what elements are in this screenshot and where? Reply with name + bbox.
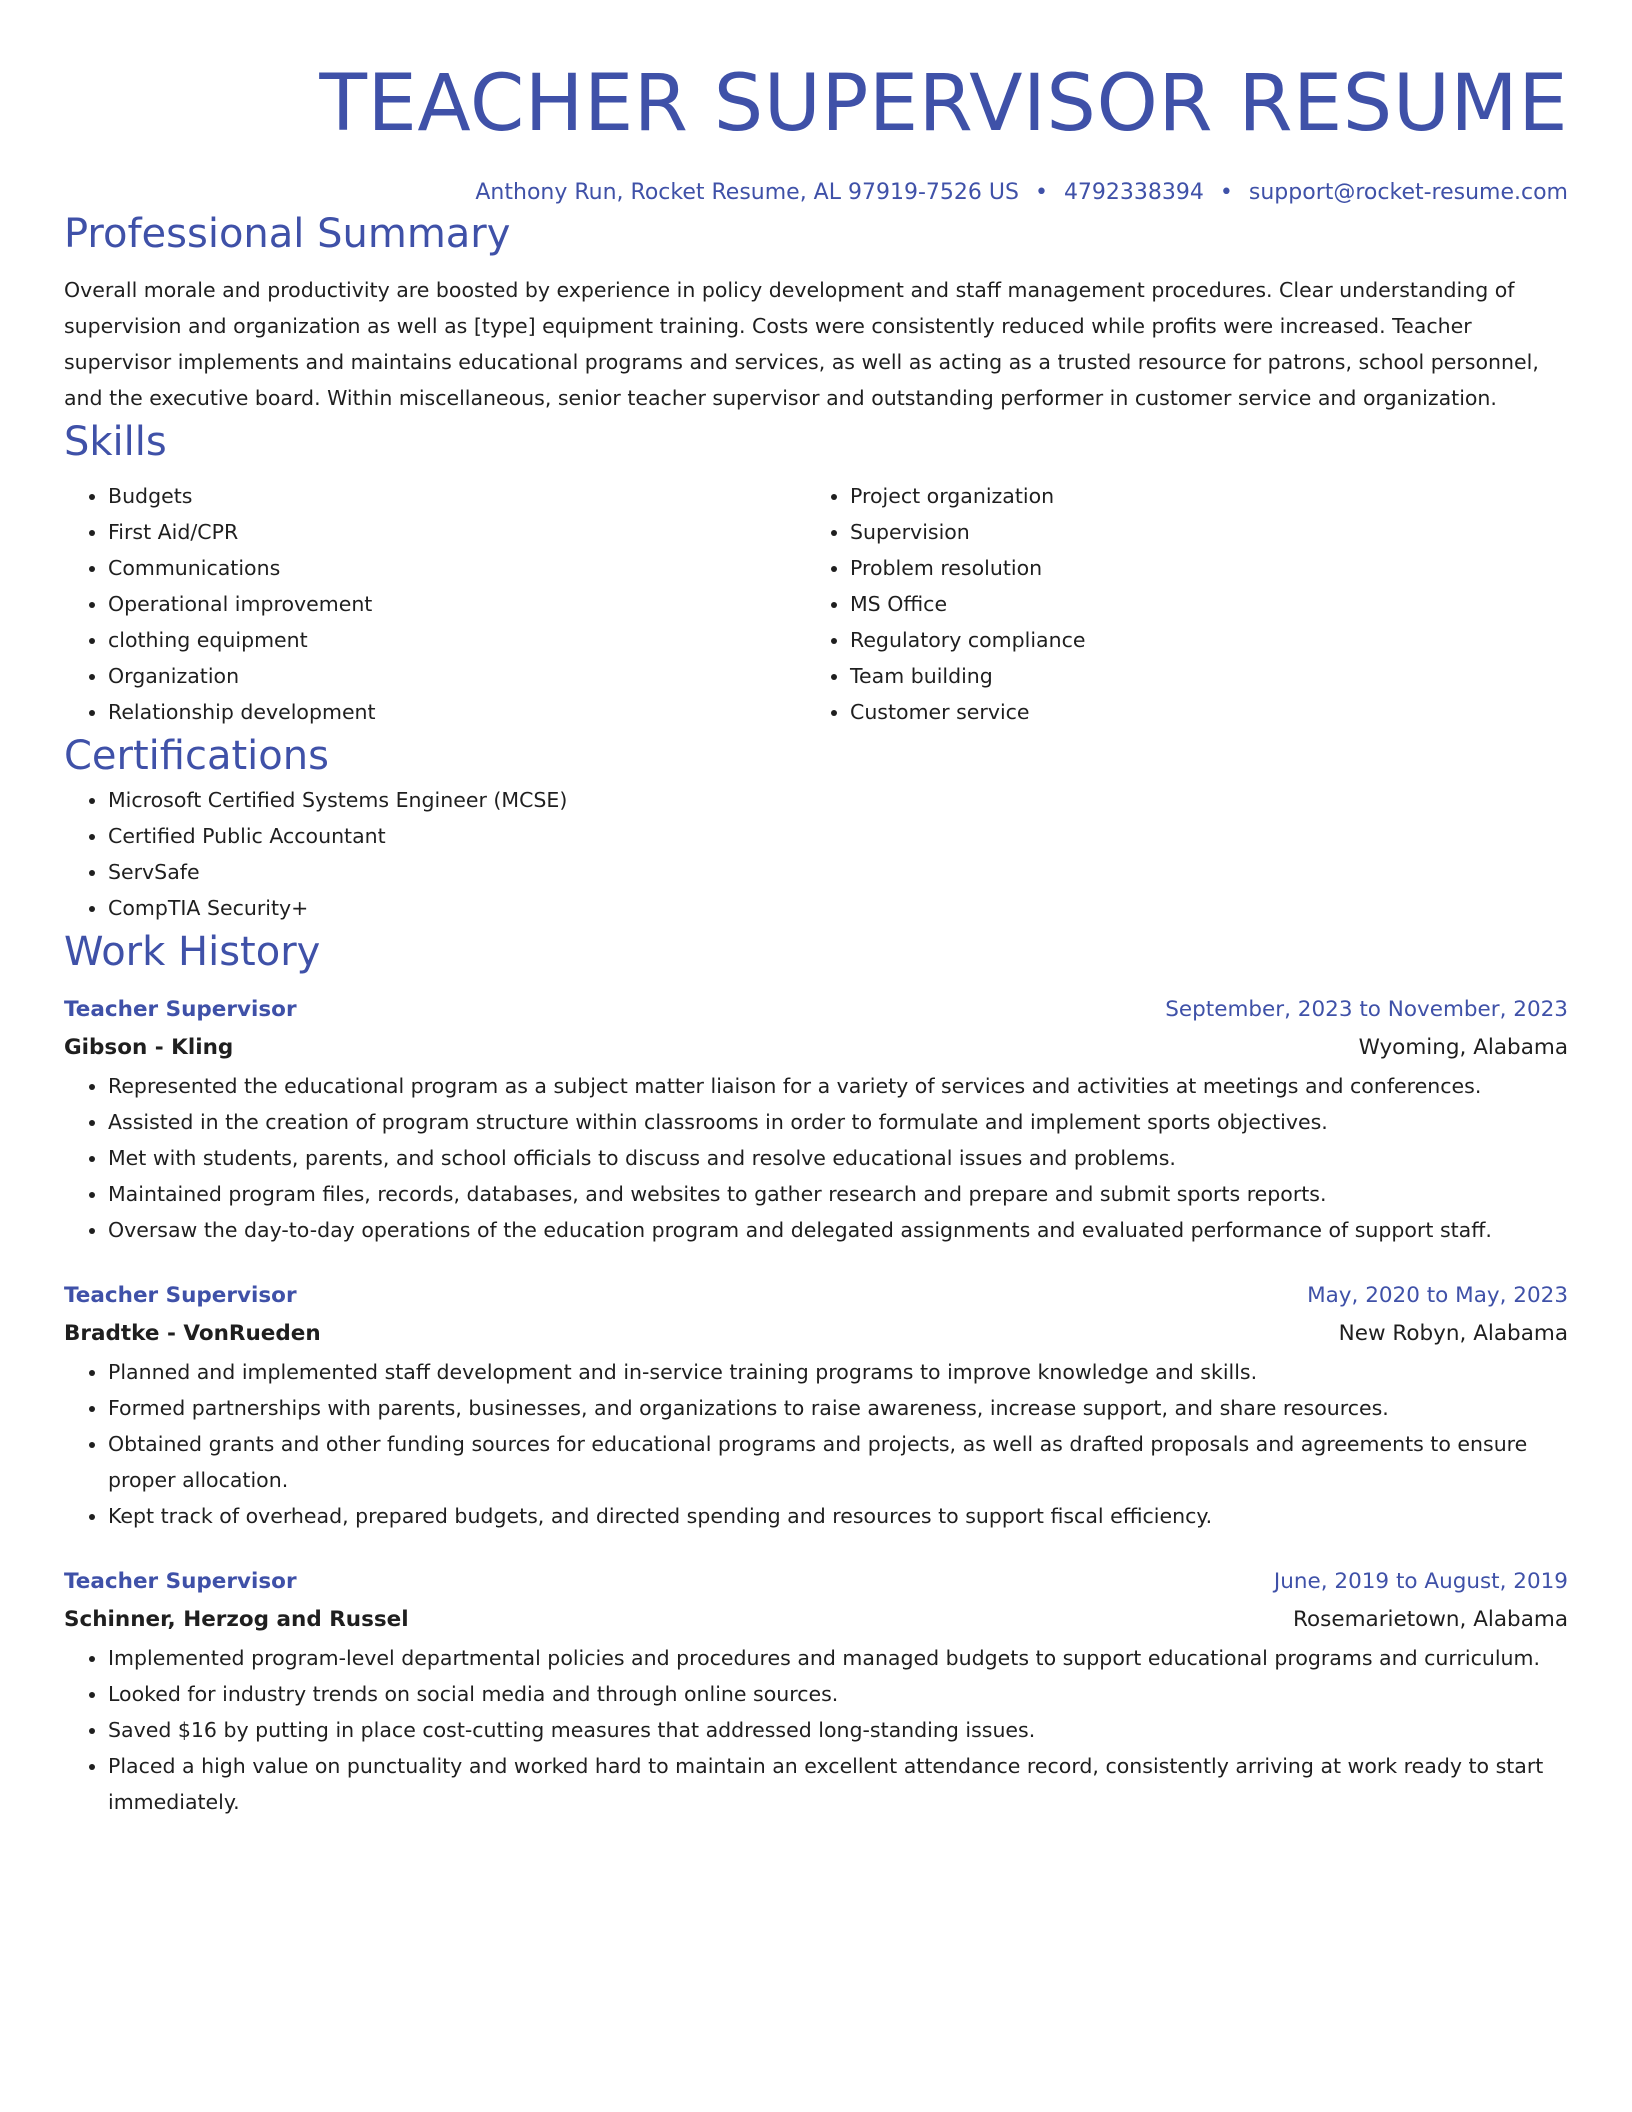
job-company: Gibson - Kling bbox=[64, 1035, 234, 1060]
contact-email[interactable]: support@rocket-resume.com bbox=[1248, 180, 1568, 205]
certifications-list bbox=[64, 782, 1568, 926]
job-header-row bbox=[64, 1564, 1568, 1600]
job-company: Schinner, Herzog and Russel bbox=[64, 1607, 409, 1632]
skill-item: • Operational improvement bbox=[108, 586, 806, 622]
job-bullet: • Planned and implemented staff development and in-service training programs to improve knowledge and skills. bbox=[108, 1354, 1568, 1390]
skill-item: • Customer service bbox=[850, 694, 1548, 730]
job-company-row bbox=[64, 1314, 1568, 1354]
job-bullet: • Oversaw the day-to-day operations of the education program and delegated assignments and evaluated performance of support staff. bbox=[108, 1212, 1568, 1248]
summary-text: Overall morale and productivity are boosted by experience in policy development and staff management procedures. Clear understanding of supervision and organization as well as [type] equipment training. Costs were consistently reduced while profits were increased. Teacher supervisor implements and maintains educational programs and services, as well as acting as a trusted resource for patrons, school personnel, and the executive board. Within miscellaneous, senior teacher supervisor and outstanding performer in customer service and organization. bbox=[64, 278, 1539, 410]
resume-page bbox=[64, 0, 1568, 1820]
job-header-row bbox=[64, 1278, 1568, 1314]
skill-item: • Organization bbox=[108, 658, 806, 694]
job-bullet: • Met with students, parents, and school officials to discuss and resolve educational issues and problems. bbox=[108, 1140, 1568, 1176]
skill-item: • Communications bbox=[108, 550, 806, 586]
job-bullet: • Assisted in the creation of program structure within classrooms in order to formulate and implement sports objectives. bbox=[108, 1104, 1568, 1140]
job-entry bbox=[64, 992, 1568, 1248]
skills-heading: Skills bbox=[64, 419, 167, 465]
contact-separator: • bbox=[1219, 180, 1233, 205]
skill-item: • clothing equipment bbox=[108, 622, 806, 658]
job-entry bbox=[64, 1564, 1568, 1820]
job-bullet: • Formed partnerships with parents, businesses, and organizations to raise awareness, increase support, and share resources. bbox=[108, 1390, 1568, 1426]
job-title: Teacher Supervisor bbox=[64, 1283, 297, 1308]
skill-item: • Regulatory compliance bbox=[850, 622, 1548, 658]
job-bullets bbox=[64, 1354, 1568, 1534]
certification-item: • ServSafe bbox=[108, 854, 1568, 890]
certification-item: • Microsoft Certified Systems Engineer (MCSE) bbox=[108, 782, 1568, 818]
job-title: Teacher Supervisor bbox=[64, 1569, 297, 1594]
job-header-row bbox=[64, 992, 1568, 1028]
job-bullets bbox=[64, 1068, 1568, 1248]
job-dates: June, 2019 to August, 2019 bbox=[1273, 1569, 1568, 1594]
job-entry bbox=[64, 1278, 1568, 1534]
skill-item: • Supervision bbox=[850, 514, 1548, 550]
contact-separator: • bbox=[1034, 180, 1048, 205]
job-bullet: • Maintained program files, records, databases, and websites to gather research and prepare and submit sports reports. bbox=[108, 1176, 1568, 1212]
job-bullet: • Saved $16 by putting in place cost-cutting measures that addressed long-standing issues. bbox=[108, 1712, 1568, 1748]
work-history-heading: Work History bbox=[64, 929, 321, 975]
skill-item: • Problem resolution bbox=[850, 550, 1548, 586]
job-dates: May, 2020 to May, 2023 bbox=[1307, 1283, 1568, 1308]
skill-item: • Relationship development bbox=[108, 694, 806, 730]
job-location: Rosemarietown, Alabama bbox=[1293, 1607, 1568, 1632]
summary-heading: Professional Summary bbox=[64, 211, 511, 257]
skills-list-left bbox=[64, 478, 806, 730]
skills-column-right bbox=[806, 478, 1548, 730]
job-title: Teacher Supervisor bbox=[64, 997, 297, 1022]
skills-list-right bbox=[806, 478, 1548, 730]
skill-item: • First Aid/CPR bbox=[108, 514, 806, 550]
job-bullet: • Implemented program-level departmental policies and procedures and managed budgets to support educational programs and curriculum. bbox=[108, 1640, 1568, 1676]
job-bullet: • Kept track of overhead, prepared budgets, and directed spending and resources to support fiscal efficiency. bbox=[108, 1498, 1568, 1534]
certification-item: • CompTIA Security+ bbox=[108, 890, 1568, 926]
job-location: Wyoming, Alabama bbox=[1358, 1035, 1568, 1060]
resume-title: TEACHER SUPERVISOR RESUME bbox=[319, 59, 1568, 149]
job-bullet: • Represented the educational program as a subject matter liaison for a variety of services and activities at meetings and conferences. bbox=[108, 1068, 1568, 1104]
job-location: New Robyn, Alabama bbox=[1338, 1321, 1568, 1346]
skills-column-left bbox=[64, 478, 806, 730]
skill-item: • Team building bbox=[850, 658, 1548, 694]
skill-item: • MS Office bbox=[850, 586, 1548, 622]
certification-item: • Certified Public Accountant bbox=[108, 818, 1568, 854]
skill-item: • Budgets bbox=[108, 478, 806, 514]
job-company: Bradtke - VonRueden bbox=[64, 1321, 321, 1346]
contact-line bbox=[64, 178, 1568, 208]
certifications-heading: Certifications bbox=[64, 733, 329, 779]
job-bullet: • Placed a high value on punctuality and worked hard to maintain an excellent attendance record, consistently arriving at work ready to start immediately. bbox=[108, 1748, 1568, 1820]
contact-phone[interactable]: 4792338394 bbox=[1063, 180, 1204, 205]
skills-columns bbox=[64, 478, 1568, 730]
skill-item: • Project organization bbox=[850, 478, 1548, 514]
job-dates: September, 2023 to November, 2023 bbox=[1165, 997, 1568, 1022]
job-company-row bbox=[64, 1028, 1568, 1068]
job-company-row bbox=[64, 1600, 1568, 1640]
job-bullet: • Looked for industry trends on social media and through online sources. bbox=[108, 1676, 1568, 1712]
job-bullet: • Obtained grants and other funding sources for educational programs and projects, as well as drafted proposals and agreements to ensure proper allocation. bbox=[108, 1426, 1568, 1498]
contact-address: Anthony Run, Rocket Resume, AL 97919-7526 US bbox=[475, 180, 1019, 205]
job-bullets bbox=[64, 1640, 1568, 1820]
